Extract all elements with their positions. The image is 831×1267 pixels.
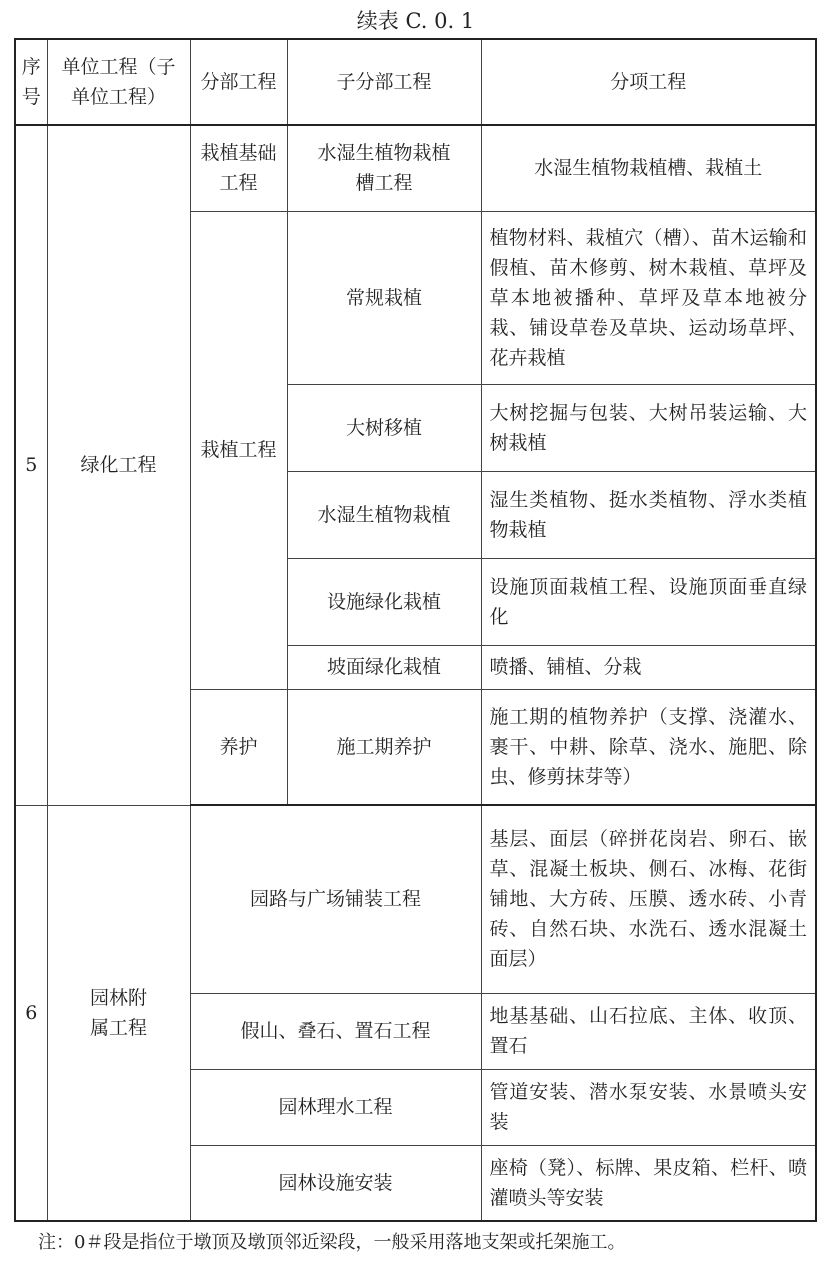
sub-regular-planting: 常规栽植 <box>287 211 481 384</box>
seq-5: 5 <box>15 125 47 805</box>
sub-construction-maintenance: 施工期养护 <box>287 689 481 805</box>
item-regular-planting: 植物材料、栽植穴（槽）、苗木运输和假植、苗木修剪、树木栽植、草坪及草本地被播种、草坪及草本地被分栽、铺设草卷及草块、运动场草坪、花卉栽植 <box>481 211 816 384</box>
header-subpart: 子分部工程 <box>287 39 481 125</box>
sub-facility-greening: 设施绿化栽植 <box>287 558 481 645</box>
part-paving: 园路与广场铺装工程 <box>190 805 481 993</box>
item-facility-greening: 设施顶面栽植工程、设施顶面垂直绿化 <box>481 558 816 645</box>
table-caption: 续表 C. 0. 1 <box>356 9 475 33</box>
item-paving: 基层、面层（碎拼花岗岩、卵石、嵌草、混凝土板块、侧石、冰梅、花街铺地、大方砖、压膜、透水砖、小青砖、自然石块、水洗石、透水混凝土面层） <box>481 805 816 993</box>
item-water-feature: 管道安装、潜水泵安装、水景喷头安装 <box>481 1069 816 1145</box>
item-aquatic-trough: 水湿生植物栽植槽、栽植土 <box>481 125 816 211</box>
header-unit: 单位工程（子单位工程） <box>47 39 190 125</box>
part-water-feature: 园林理水工程 <box>190 1069 481 1145</box>
item-slope-greening: 喷播、铺植、分栽 <box>481 645 816 689</box>
engineering-division-table <box>14 38 817 1222</box>
item-rockery: 地基基础、山石拉底、主体、收顶、置石 <box>481 993 816 1069</box>
table-row <box>15 125 816 211</box>
table-note: 注：0＃段是指位于墩顶及墩顶邻近梁段，一般采用落地支架或托架施工。 <box>38 1232 626 1253</box>
header-item: 分项工程 <box>481 39 816 125</box>
unit-landscape-accessory: 园林附属工程 <box>47 805 190 1221</box>
part-planting: 栽植工程 <box>190 211 287 689</box>
item-construction-maintenance: 施工期的植物养护（支撑、浇灌水、裹干、中耕、除草、浇水、施肥、除虫、修剪抹芽等） <box>481 689 816 805</box>
item-facility-install: 座椅（凳）、标牌、果皮箱、栏杆、喷灌喷头等安装 <box>481 1145 816 1221</box>
part-facility-install: 园林设施安装 <box>190 1145 481 1221</box>
header-row <box>15 39 816 125</box>
item-aquatic-planting: 湿生类植物、挺水类植物、浮水类植物栽植 <box>481 471 816 558</box>
sub-aquatic-planting: 水湿生植物栽植 <box>287 471 481 558</box>
sub-tree-transplant: 大树移植 <box>287 384 481 471</box>
seq-6: 6 <box>15 805 47 1221</box>
table-row <box>15 805 816 993</box>
header-part: 分部工程 <box>190 39 287 125</box>
item-tree-transplant: 大树挖掘与包装、大树吊装运输、大树栽植 <box>481 384 816 471</box>
part-planting-base: 栽植基础工程 <box>190 125 287 211</box>
sub-aquatic-trough: 水湿生植物栽植槽工程 <box>287 125 481 211</box>
part-maintenance: 养护 <box>190 689 287 805</box>
unit-greening: 绿化工程 <box>47 125 190 805</box>
header-seq: 序号 <box>15 39 47 125</box>
part-rockery: 假山、叠石、置石工程 <box>190 993 481 1069</box>
sub-slope-greening: 坡面绿化栽植 <box>287 645 481 689</box>
